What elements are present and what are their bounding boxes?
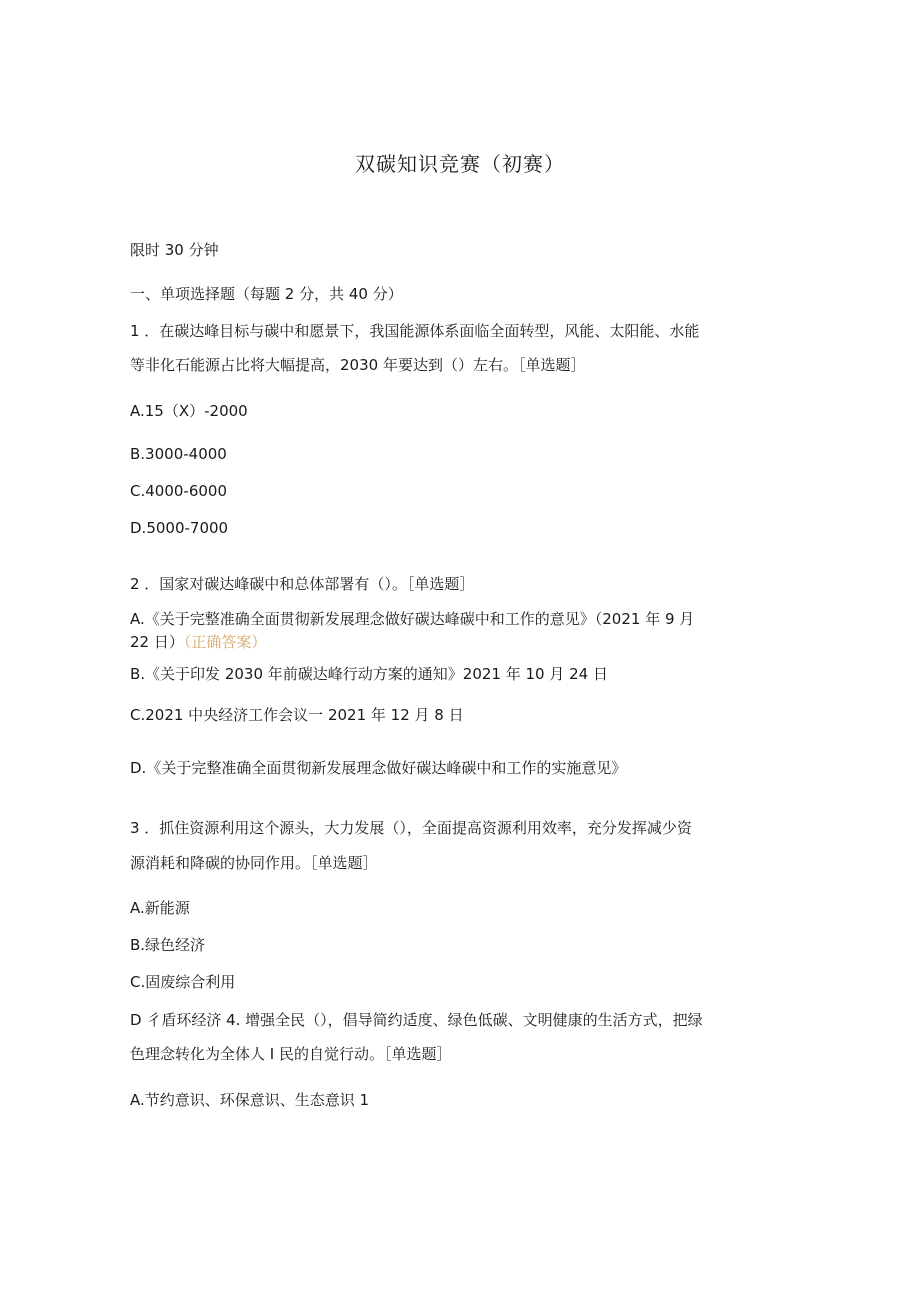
question-3-option-c: C.固废综合利用 — [130, 973, 236, 991]
question-2-option-a-date: 22 日） — [130, 633, 184, 651]
question-1-option-d: D.5000-7000 — [130, 519, 229, 537]
question-3-option-b: B.绿色经济 — [130, 936, 206, 954]
question-2-option-d: D.《关于完整准确全面贯彻新发展理念做好碳达峰碳中和工作的实施意见》 — [130, 759, 627, 777]
page-title: 双碳知识竞赛（初赛） — [355, 152, 565, 176]
question-4-line-1: D 彳盾环经济 4. 增强全民（），倡导简约适度、绿色低碳、文明健康的生活方式，把绿 — [130, 1011, 703, 1029]
question-3-option-a: A.新能源 — [130, 899, 190, 917]
question-1-line-2: 等非化石能源占比将大幅提高，2030 年要达到（）左右。［单选题］ — [130, 356, 586, 374]
question-1-line-1: 1 ．在碳达峰目标与碳中和愿景下，我国能源体系面临全面转型，风能、太阳能、水能 — [130, 322, 700, 340]
question-4-line-2: 色理念转化为全体人 I 民的自觉行动。［单选题］ — [130, 1045, 452, 1063]
question-3-line-2: 源消耗和降碳的协同作用。［单选题］ — [130, 854, 378, 872]
section-heading: 一、单项选择题（每题 2 分，共 40 分） — [130, 285, 403, 303]
question-2-line-1: 2 ．国家对碳达峰碳中和总体部署有（）。［单选题］ — [130, 575, 475, 593]
question-4-option-a: A.节约意识、环保意识、生态意识 1 — [130, 1091, 370, 1109]
question-1-option-a: A.15（X）-2000 — [130, 402, 248, 420]
question-1-option-b: B.3000-4000 — [130, 445, 227, 463]
question-1-option-c: C.4000-6000 — [130, 482, 228, 500]
question-2-option-a-line-1: A.《关于完整准确全面贯彻新发展理念做好碳达峰碳中和工作的意见》（2021 年 9 月 — [130, 610, 695, 628]
question-2-option-c: C.2021 中央经济工作会议一 2021 年 12 月 8 日 — [130, 706, 464, 724]
correct-answer-label: （正确答案） — [183, 633, 267, 651]
question-2-option-a-line-2 — [130, 632, 266, 652]
question-3-line-1: 3 ．抓住资源利用这个源头，大力发展（），全面提高资源利用效率，充分发挥减少资 — [130, 819, 692, 837]
time-limit: 限时 30 分钟 — [130, 241, 219, 259]
question-2-option-b: B.《关于印发 2030 年前碳达峰行动方案的通知》2021 年 10 月 24 日 — [130, 665, 608, 683]
